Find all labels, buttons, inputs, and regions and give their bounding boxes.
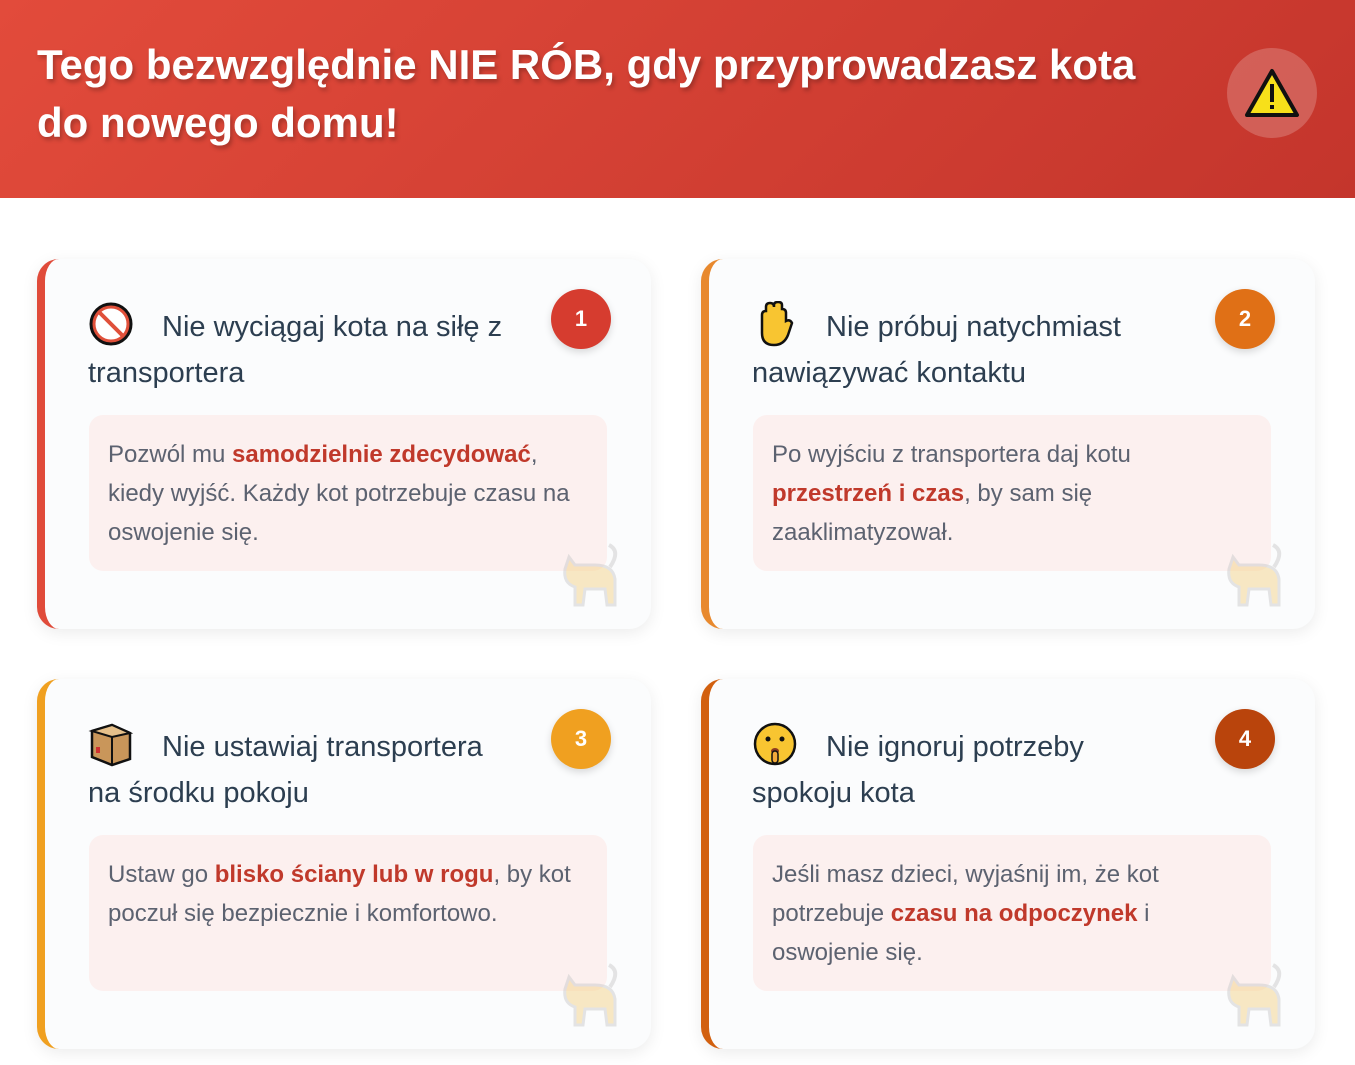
card-text: Po wyjściu z transportera daj kotu przestrzeń i czas, by sam się zaaklimatyzował. [753, 415, 1271, 571]
tip-card-4 [701, 679, 1315, 1049]
header-banner [0, 0, 1355, 198]
number-badge: 2 [1215, 289, 1275, 349]
card-text: Jeśli masz dzieci, wyjaśnij im, że kot potrzebuje czasu na odpoczynek i oswojenie się. [753, 835, 1271, 991]
page-title: Tego bezwzględnie NIE RÓB, gdy przyprowadzasz kota do nowego domu! [37, 41, 1136, 146]
warning-icon [1227, 48, 1317, 138]
cat-icon [555, 539, 625, 614]
number-badge: 4 [1215, 709, 1275, 769]
shushing-face-icon [752, 721, 798, 767]
tip-card-2 [701, 259, 1315, 629]
card-title: Nie próbuj natychmiast nawiązywać kontaktu [752, 311, 1121, 389]
number-badge: 3 [551, 709, 611, 769]
package-icon [88, 721, 134, 767]
card-title: Nie ignoruj potrzeby spokoju kota [752, 731, 1084, 809]
tip-card-1 [37, 259, 651, 629]
card-text: Pozwól mu samodzielnie zdecydować, kiedy wyjść. Każdy kot potrzebuje czasu na oswojenie się. [89, 415, 607, 571]
prohibited-icon [88, 301, 134, 347]
cat-icon [1219, 959, 1289, 1034]
card-title: Nie ustawiaj transportera na środku pokoju [88, 731, 483, 809]
card-text: Ustaw go blisko ściany lub w rogu, by kot poczuł się bezpiecznie i komfortowo. [89, 835, 607, 991]
number-badge: 1 [551, 289, 611, 349]
card-title: Nie wyciągaj kota na siłę z transportera [88, 311, 503, 389]
raised-hand-icon [752, 301, 798, 347]
cat-icon [555, 959, 625, 1034]
cat-icon [1219, 539, 1289, 614]
tip-card-3 [37, 679, 651, 1049]
